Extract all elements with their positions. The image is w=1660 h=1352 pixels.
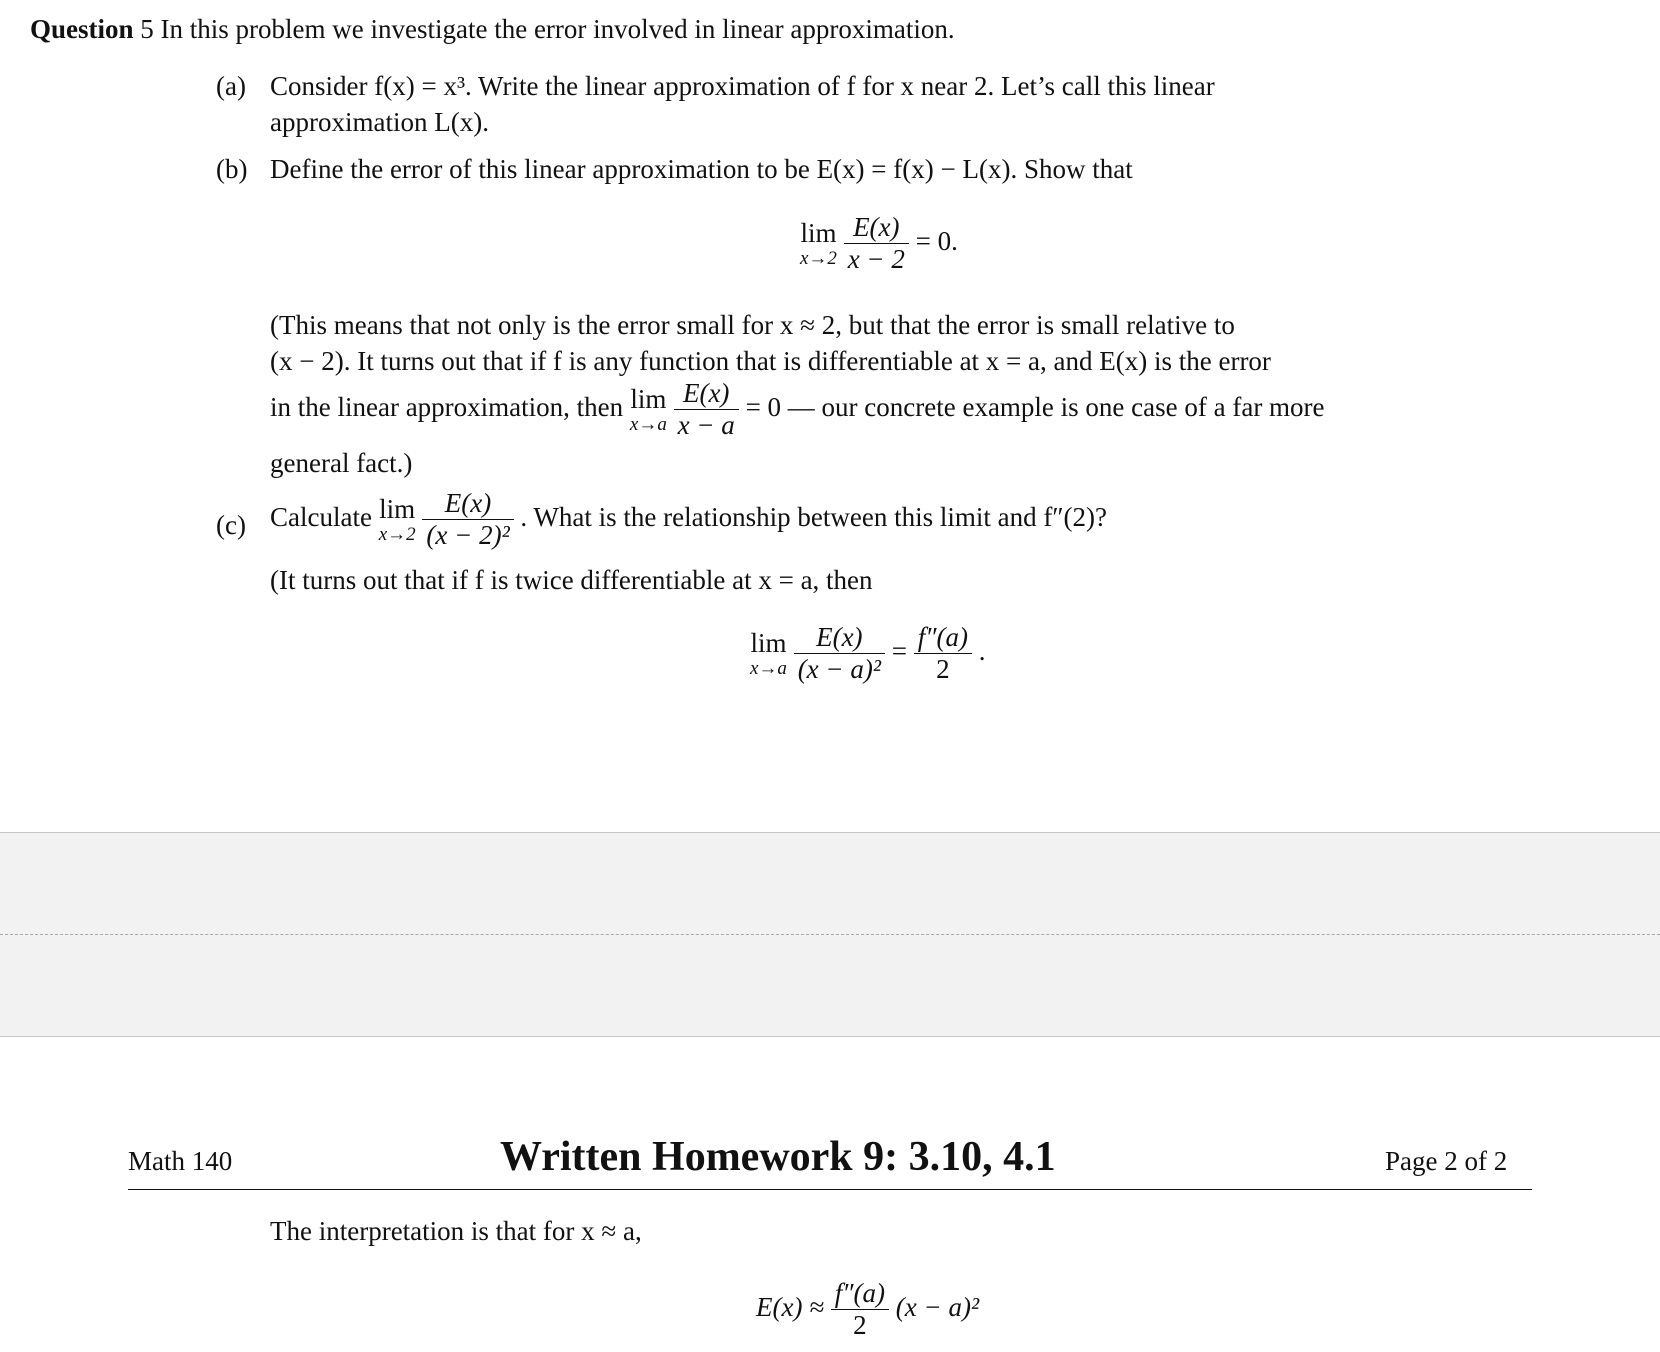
note-limit-word: lim [630, 383, 667, 414]
equation-rhs: = 0. [915, 225, 958, 256]
part-a-line2: approximation L(x). [270, 107, 489, 137]
part-c-post: . What is the relationship between this limit and f″(2)? [520, 501, 1108, 532]
note-post: = 0 — our concrete example is one case of a far more [745, 391, 1325, 422]
question-heading [30, 14, 955, 45]
part-c-fraction-denominator: (x − 2)² [426, 520, 510, 551]
fraction-denominator: x − 2 [847, 244, 905, 275]
part-c-limit-subscript: x→2 [378, 523, 416, 545]
part-a-line1: Consider f(x) = x³. Write the linear approximation of f for x near 2. Let’s call this linear [270, 71, 1215, 101]
note-limit-operator [629, 383, 667, 435]
display-fraction-numerator: E(x) [794, 622, 885, 654]
part-c-limit-word: lim [379, 493, 416, 524]
limit-operator [800, 217, 837, 269]
part-b-display-equation [800, 212, 958, 275]
display-rhs-denominator: 2 [936, 654, 950, 685]
fraction-numerator: E(x) [844, 212, 909, 244]
interp-numerator: f″(a) [831, 1278, 889, 1310]
part-b-note-line1: (This means that not only is the error small for x ≈ 2, but that the error is small relative to [270, 310, 1235, 340]
part-b-note-line3 [270, 378, 1325, 441]
part-c-line2: (It turns out that if f is twice differentiable at x = a, then [270, 565, 873, 595]
part-c-fraction [422, 488, 513, 551]
note-limit-subscript: x→a [629, 413, 667, 435]
display-rhs-numerator: f″(a) [914, 622, 972, 654]
part-b-line1: Define the error of this linear approximation to be E(x) = f(x) − L(x). Show that [270, 154, 1133, 184]
display-fraction-denominator: (x − a)² [797, 654, 881, 685]
part-b-note-line4: general fact.) [270, 448, 413, 478]
part-c-fraction-numerator: E(x) [422, 488, 513, 520]
header-rule [128, 1189, 1532, 1190]
note-fraction [674, 378, 739, 441]
display-period: . [978, 635, 986, 666]
header-page-number: Page 2 of 2 [1385, 1146, 1508, 1176]
interp-fraction [831, 1278, 889, 1341]
part-c-pre: Calculate [270, 501, 372, 532]
display-limit-subscript: x→a [750, 657, 787, 679]
part-c-line1 [270, 488, 1107, 551]
part-a-label: (a) [216, 71, 246, 101]
note-fraction-denominator: x − a [677, 410, 735, 441]
interp-tail: (x − a)² [895, 1291, 980, 1322]
display-limit-operator [750, 627, 787, 679]
display-fraction [794, 622, 885, 685]
interpretation-equation [756, 1278, 979, 1341]
header-title: Written Homework 9: 3.10, 4.1 [500, 1134, 1056, 1180]
part-b-note-line2: (x − 2). It turns out that if f is any function that is differentiable at x = a, and E(x) is the error [270, 346, 1271, 376]
question-number: 5 [140, 14, 154, 44]
question-intro: In this problem we investigate the error involved in linear approximation. [160, 14, 955, 44]
part-b-label: (b) [216, 154, 248, 184]
part-c-limit-operator [378, 493, 416, 545]
limit-word: lim [800, 217, 837, 248]
interp-denominator: 2 [853, 1310, 867, 1341]
display-equals: = [891, 635, 907, 666]
fraction [844, 212, 909, 275]
note-fraction-numerator: E(x) [674, 378, 739, 410]
limit-subscript: x→2 [800, 247, 837, 269]
question-label: Question [30, 14, 134, 44]
interp-lhs: E(x) ≈ [756, 1291, 825, 1322]
note-pre: in the linear approximation, then [270, 391, 624, 422]
interpretation-text: The interpretation is that for x ≈ a, [270, 1216, 642, 1246]
display-limit-word: lim [750, 627, 787, 658]
header-course: Math 140 [128, 1146, 233, 1176]
display-rhs-fraction [914, 622, 972, 685]
page-break-dashed-line [0, 934, 1660, 935]
part-c-label: (c) [216, 510, 246, 540]
part-c-display-equation [750, 622, 985, 685]
